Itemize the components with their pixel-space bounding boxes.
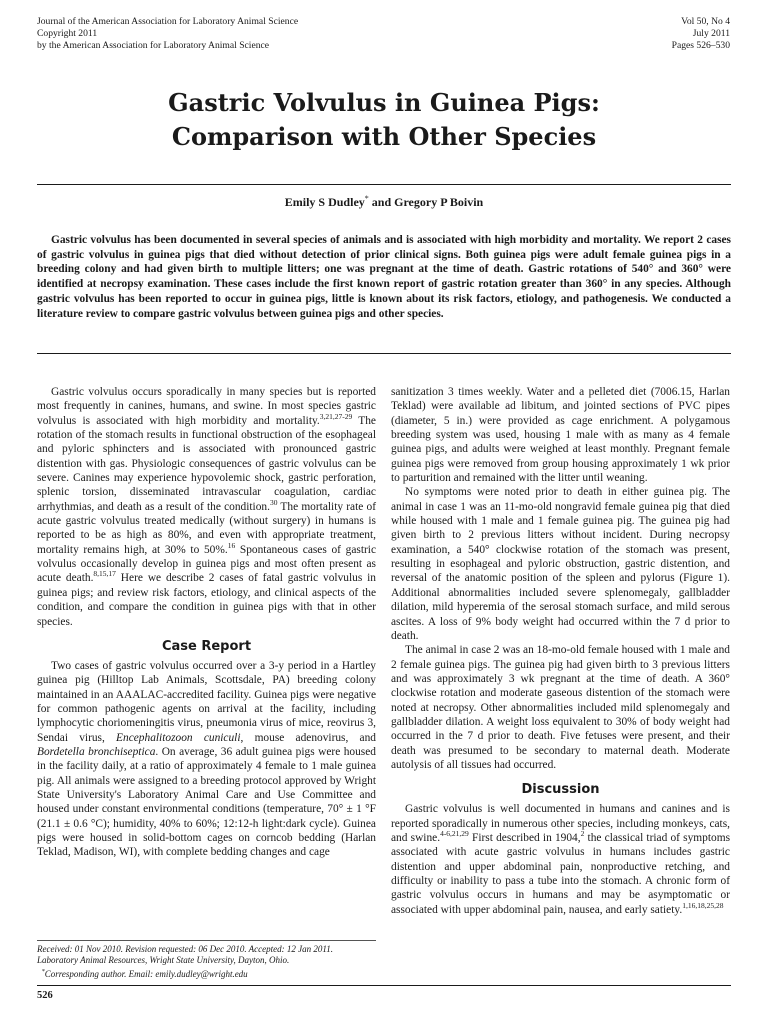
page-number: 526 bbox=[37, 990, 53, 1001]
abstract-rule bbox=[37, 353, 731, 354]
title-line-1: Gastric Volvulus in Guinea Pigs: bbox=[168, 88, 600, 117]
author-line bbox=[37, 194, 731, 210]
citation: 3,21,27-29 bbox=[319, 411, 353, 421]
citation: 8,15,17 bbox=[93, 569, 116, 579]
footnote bbox=[37, 944, 376, 980]
case-2-paragraph: The animal in case 2 was an 18-mo-old female housed with 1 male and 2 female guinea pigs. The guinea pig had given birth to 3 previous litters and was approximately 3 wk pregnant at the time of death. A 360° clockwise rotation and moderate gaseous distention of the stomach were noted at necropsy. Other abnormalities included mild splenomegaly and gallbladder dilation. A weight loss equivalent to 30% of body weight had occurred in the 7 d prior to death. Five fetuses were present, and their death was presumed to be secondary to maternal death. Moderate autolysis of all tissues had occurred. bbox=[391, 644, 730, 771]
date-line: July 2011 bbox=[692, 28, 730, 39]
left-column bbox=[37, 385, 376, 860]
species-name: Encephalitozoon cuniculi bbox=[116, 731, 241, 744]
title-rule bbox=[37, 184, 731, 185]
footnote-rule bbox=[37, 940, 376, 941]
issue-info bbox=[672, 16, 730, 52]
copyright-line: Copyright 2011 bbox=[37, 28, 98, 39]
housing-paragraph: sanitization 3 times weekly. Water and a pelleted diet (7006.15, Harlan Teklad) were available ad libitum, and jointed sections of PVC pipes (diameter, 5 in.) were provided as cage enrichment. A polygamous breeding system was used, housing 1 male with as many as 4 female guinea pigs, and adults were weighed at least monthly. Pregnant female guinea pigs were removed from group housing approximately 1 wk prior to parturition and remained with the litter until weaning. bbox=[391, 386, 730, 485]
abstract: Gastric volvulus has been documented in several species of animals and is associated with high morbidity and mortality. We report 2 cases of gastric volvulus in guinea pigs that died without detection of prior clinical signs. Both guinea pigs were adult female guinea pigs in a breeding colony and had given birth to multiple litters; one was pregnant at the time of death. Gastric rotations of 540° and 360° were identified at necropsy examination. These cases include the first known report of gastric rotation greater than 360° in any species. Although gastric volvulus has been reported to occur in guinea pigs, little is known about its risk factors, etiology, and pathogenesis. We conducted a literature review to compare gastric volvulus between guinea pigs and other species. bbox=[37, 234, 731, 320]
citation: 1,16,18,25,28 bbox=[682, 900, 724, 910]
species-name: Bordetella bronchiseptica bbox=[37, 745, 156, 758]
intro-paragraph: Gastric volvulus occurs sporadically in many species but is reported most frequently in canines, humans, and swine. In most species gastric volvulus is associated with high morbidity and mortality.$^{3,21,27-29}$ The rotation of the stomach results in functional obstruction of the esophageal and pyloric sphincters and is associated with pronounced gastric distention with gas. Physiologic consequences of gastric volvulus can be severe. Canines may experience hypovolemic shock, gastric perforation, splenic torsion, disseminated intravascular coagulation, cardiac arrhythmias, and death as a result of the condition.$^{30}$ The mortality rate of acute gastric volvulus treated medically (without surgery) in humans is reported to be as high as 80%, and even with appropriate treatment, mortality remains high, at 30% to 50%.$^{16}$ Spontaneous cases of gastric volvulus occasionally develop in guinea pigs and most often present as acute death.$^{8,15,17}$ Here we describe 2 cases of fatal gastric volvulus in guinea pigs; and review risk factors, etiology, and clinical aspects of the condition, and compare the condition in guinea pigs with that in other species. bbox=[37, 386, 377, 628]
author-rest: and Gregory P Boivin bbox=[368, 195, 484, 209]
discussion-heading: Discussion bbox=[521, 782, 600, 798]
publisher-line: by the American Association for Laboratory Animal Science bbox=[37, 40, 270, 51]
received-dates: Received: 01 Nov 2010. Revision requested: 06 Dec 2010. Accepted: 12 Jan 2011. bbox=[37, 944, 333, 954]
affiliation: Laboratory Animal Resources, Wright State University, Dayton, Ohio. bbox=[37, 955, 290, 965]
case-1-paragraph: No symptoms were noted prior to death in either guinea pig. The animal in case 1 was an 11-mo-old nongravid female guinea pig that died while housed with 1 male and 1 female guinea pig. The guinea pig had given birth to 2 previous litters without incident. During necropsy examination, a 540° clockwise rotation of the stomach was present, resulting in esophageal and pyloric obstruction, gastric distention, and reversal of the anatomic position of the spleen and pylorus (Figure 1). Additional abnormalities included severe splenomegaly, gallbladder dilation, mild hyperemia of the serosal stomach surface, and mild serous ascites. A loss of 9% body weight had occurred within the 7 d prior to death. bbox=[391, 486, 730, 642]
page-rule bbox=[37, 985, 731, 986]
citation: 16 bbox=[227, 540, 236, 550]
right-column bbox=[391, 385, 730, 917]
article-title bbox=[37, 86, 731, 154]
citation: 30 bbox=[269, 497, 278, 507]
case-report-heading: Case Report bbox=[161, 638, 252, 654]
case-report-paragraph: Two cases of gastric volvulus occurred over a 3-y period in a Hartley guinea pig (Hilltop Lab Animals, Scottsdale, PA) breeding colony maintained in an AAALAC-accredited facility. Guinea pigs were negative for common pathogenic agents on arrival at the facility, including lymphocytic choriomeningitis virus, pneumonia virus of mice, reovirus 3, Sendai virus, Encephalitozoon cuniculi, mouse adenovirus, and Bordetella bronchiseptica. On average, 36 adult guinea pigs were housed in the facility daily, at a ratio of approximately 4 female to 1 male guinea pig. All animals were assigned to a breeding protocol approved by Wright State University's Laboratory Animal Care and Use Committee and housed under constant environmental conditions (temperature, 70° ± 1 °F (21.1 ± 0.6 °C); humidity, 40% to 60%; 12:12-h light:dark cycle). Guinea pigs were housed in solid-bottom cages on corncob bedding (Harlan Teklad, Madison, WI), with complete bedding changes and cage bbox=[37, 659, 376, 859]
author-mark: * bbox=[364, 194, 369, 203]
journal-header bbox=[37, 16, 298, 52]
title-line-2: Comparison with Other Species bbox=[171, 122, 597, 151]
pages-line: Pages 526–530 bbox=[671, 40, 730, 51]
author-first: Emily S Dudley bbox=[284, 195, 365, 209]
discussion-paragraph: Gastric volvulus is well documented in humans and canines and is reported sporadically in numerous other species, including monkeys, cats, and swine.$^{4-6,21,29}$ First described in 1904,$^2$ the classical triad of symptoms associated with acute gastric volvulus in humans includes gastric distention and upper abdominal pain, nonproductive retching, and difficulty or inability to pass a tube into the stomach. A chronic form of gastric volvulus occurs in humans and may be asymptomatic or associated with upper abdominal pain, nausea, and early satiety.$^{1,16,18,25,28}$ bbox=[391, 803, 731, 916]
corresponding-author: *Corresponding author. Email: emily.dudley@wright.edu bbox=[41, 968, 248, 979]
citation: 4-6,21,29 bbox=[440, 829, 469, 839]
volume-line: Vol 50, No 4 bbox=[681, 16, 730, 27]
citation: 2 bbox=[580, 829, 585, 839]
journal-name: Journal of the American Association for Laboratory Animal Science bbox=[37, 16, 299, 27]
